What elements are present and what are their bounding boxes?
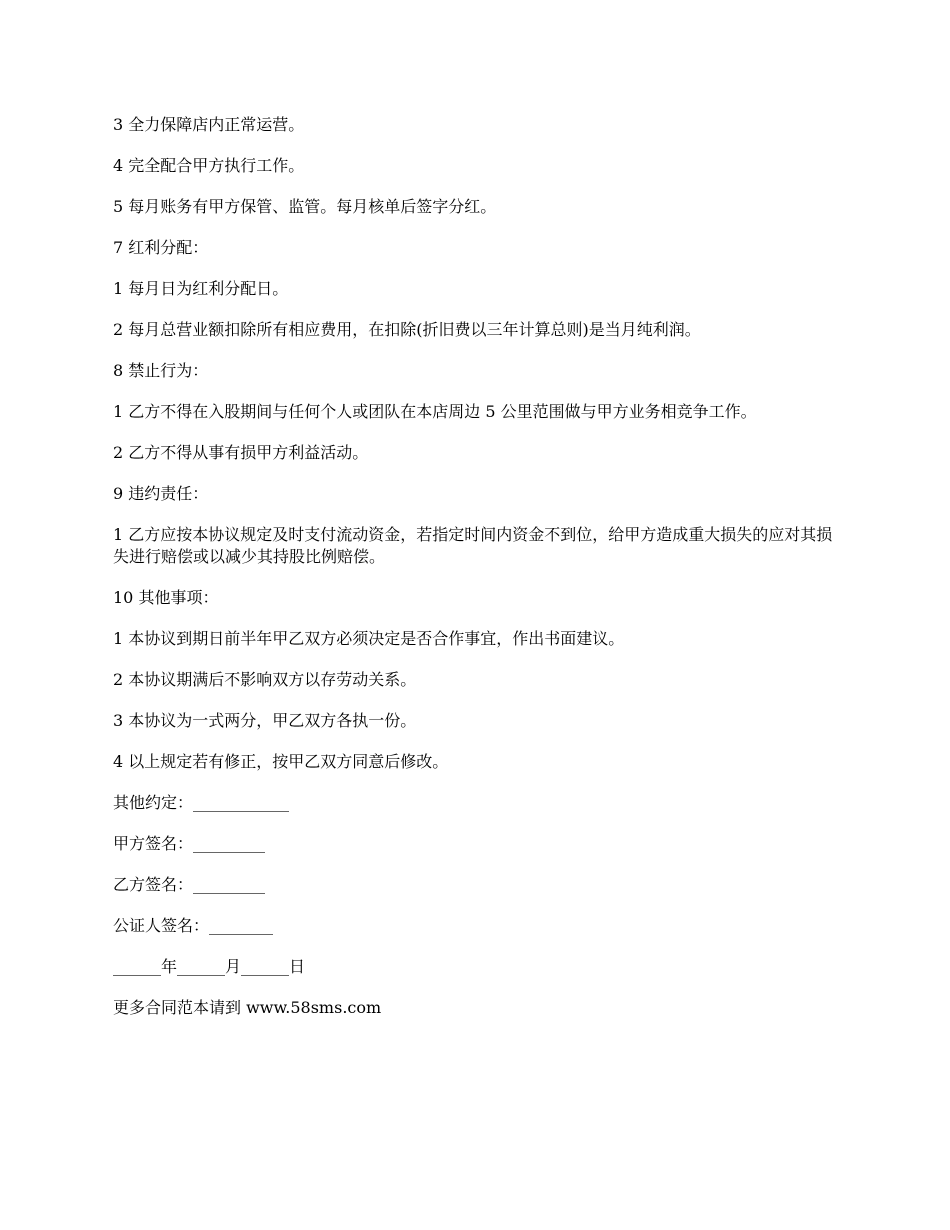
other-agreement-line: 其他约定：____________ <box>113 793 290 812</box>
section-10-item-3: 3 本协议为一式两分，甲乙双方各执一份。 <box>113 711 417 730</box>
clause-4-cooperation: 4 完全配合甲方执行工作。 <box>113 156 305 175</box>
section-9-item-1: 1 乙方应按本协议规定及时支付流动资金，若指定时间内资金不到位，给甲方造成重大损失的应对其损失进行赔偿或以减少其持股比例赔偿。 <box>113 525 833 566</box>
clause-3-operations: 3 全力保障店内正常运营。 <box>113 115 305 134</box>
section-10-item-1: 1 本协议到期日前半年甲乙双方必须决定是否合作事宜，作出书面建议。 <box>113 629 625 648</box>
document-body <box>113 114 843 1038</box>
section-8-heading: 8 禁止行为： <box>113 361 209 380</box>
section-7-heading: 7 红利分配： <box>113 238 209 257</box>
clause-5-accounts: 5 每月账务有甲方保管、监管。每月核单后签字分红。 <box>113 197 497 216</box>
footer-website-note: 更多合同范本请到 www.58sms.com <box>113 998 382 1017</box>
section-10-item-2: 2 本协议期满后不影响双方以存劳动关系。 <box>113 670 417 689</box>
date-line: ______年______月______日 <box>113 957 306 976</box>
party-b-signature-line: 乙方签名：_________ <box>113 875 266 894</box>
party-a-signature-line: 甲方签名：_________ <box>113 834 266 853</box>
section-10-heading: 10 其他事项： <box>113 588 219 607</box>
notary-signature-line: 公证人签名：________ <box>113 916 274 935</box>
section-7-item-1: 1 每月日为红利分配日。 <box>113 279 289 298</box>
section-8-item-2: 2 乙方不得从事有损甲方利益活动。 <box>113 443 369 462</box>
section-10-item-4: 4 以上规定若有修正，按甲乙双方同意后修改。 <box>113 752 449 771</box>
section-8-item-1: 1 乙方不得在入股期间与任何个人或团队在本店周边 5 公里范围做与甲方业务相竞争工作。 <box>113 402 757 421</box>
section-7-item-2: 2 每月总营业额扣除所有相应费用，在扣除(折旧费以三年计算总则)是当月纯利润。 <box>113 320 701 339</box>
section-9-heading: 9 违约责任： <box>113 484 209 503</box>
